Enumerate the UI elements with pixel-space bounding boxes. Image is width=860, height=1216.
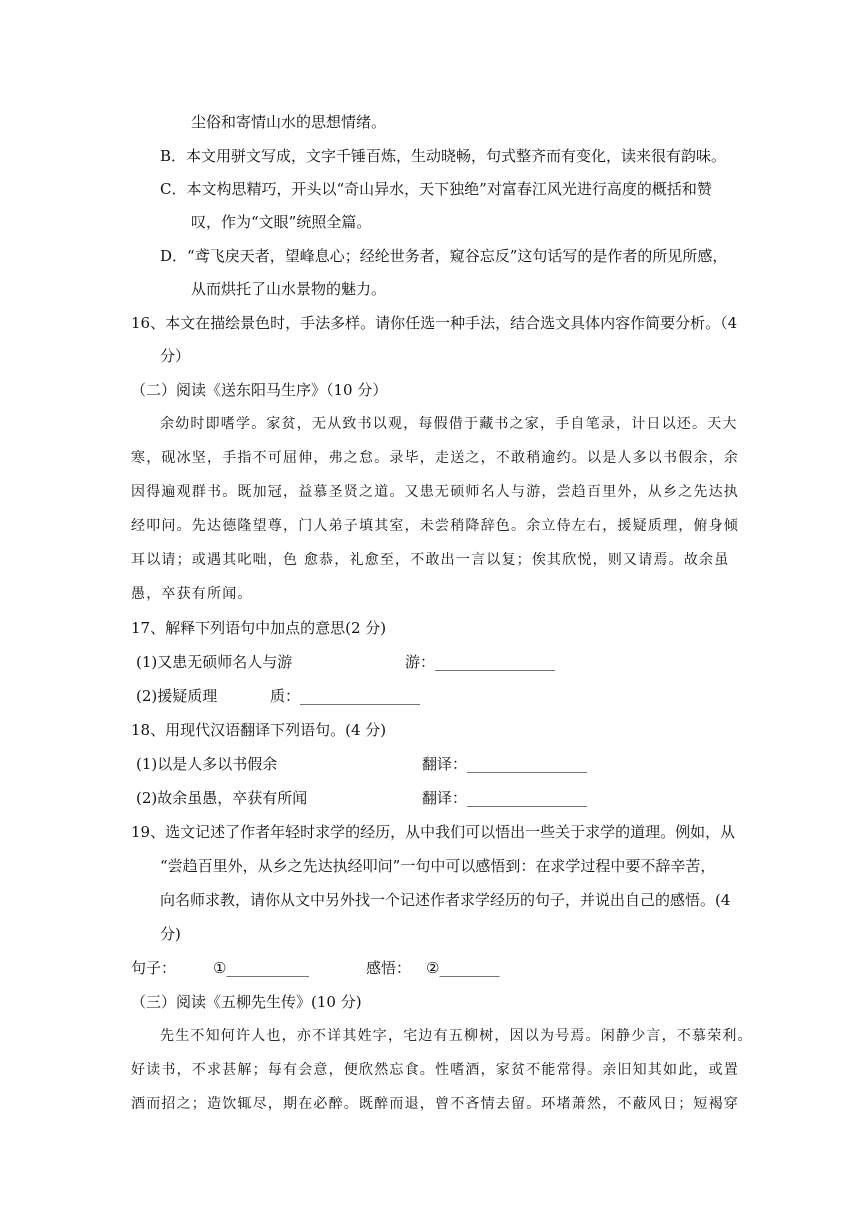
option-a-continuation: 尘俗和寄情山水的思想情绪。 <box>191 113 387 131</box>
question-18-item2: (2)故余虽愚，卒获有所闻 <box>136 789 308 807</box>
question-16-line1: 16、本文在描绘景色时，手法多样。请你任选一种手法，结合选文具体内容作简要分析。（4 <box>131 314 738 332</box>
passage-3-line: 先生不知何许人也，亦不详其姓字，宅边有五柳树，因以为号焉。闲静少言，不慕荣利。 <box>160 1028 753 1044</box>
passage-3-line: 酒而招之；造饮辄尽，期在必醉。既醉而退，曾不吝情去留。环堵萧然，不蔽风日；短褐穿 <box>131 1096 739 1112</box>
section-3-heading: （三）阅读《五柳先生传》(10 分) <box>131 993 362 1011</box>
passage-2-line: 余幼时即嗜学。家贫，无从致书以观，每假借于藏书之家，手自笔录，计日以还。天大 <box>160 416 738 432</box>
question-17-item2: (2)援疑质理 <box>136 687 218 705</box>
question-18-title: 18、用现代汉语翻译下列语句。(4 分) <box>131 721 387 739</box>
option-b: B．本文用骈文写成，文字千锤百炼，生动晓畅，句式整齐而有变化，读来很有韵味。 <box>160 147 727 165</box>
question-17-title: 17、解释下列语句中加点的意思(2 分) <box>131 619 387 637</box>
passage-2-line: 愚，卒获有所闻。 <box>131 586 253 602</box>
question-19-insight-blank[interactable]: ②________ <box>426 959 500 977</box>
option-d-line2: 从而烘托了山水景物的魅力。 <box>191 280 387 298</box>
passage-2-line: 经叩问。先达德隆望尊，门人弟子填其室，未尝稍降辞色。余立侍左右，援疑质理，俯身倾 <box>131 518 739 534</box>
question-19-line4: 分) <box>160 925 181 943</box>
question-19-line1: 19、选文记述了作者年轻时求学的经历，从中我们可以悟出一些关于求学的道理。例如，从 <box>131 823 736 841</box>
question-17-item2-answer[interactable]: 质：________________ <box>270 687 421 705</box>
question-16-line2: 分） <box>160 347 191 365</box>
question-18-item1-answer[interactable]: 翻译：________________ <box>422 755 588 773</box>
question-17-item1-answer[interactable]: 游：________________ <box>405 653 556 671</box>
question-18-item1: (1)以是人多以书假余 <box>136 755 278 773</box>
question-19-line3: 向名师求教，请你从文中另外找一个记述作者求学经历的句子，并说出自己的感悟。(4 <box>160 891 731 909</box>
passage-2-line: 寒，砚冰坚，手指不可屈伸，弗之怠。录毕，走送之，不敢稍逾约。以是人多以书假余，余 <box>131 450 739 466</box>
question-17-item1: (1)又患无硕师名人与游 <box>136 653 293 671</box>
question-19-sentence-blank[interactable]: ①___________ <box>213 959 309 977</box>
question-18-item2-answer[interactable]: 翻译：________________ <box>422 789 588 807</box>
section-2-heading: （二）阅读《送东阳马生序》（10 分） <box>131 381 388 399</box>
question-19-line2: “尝趋百里外，从乡之先达执经叩问”一句中可以感悟到：在求学过程中要不辞辛苦， <box>160 857 716 875</box>
option-c-line1: C．本文构思精巧，开头以“奇山异水，天下独绝”对富春江风光进行高度的概括和赞 <box>160 180 712 198</box>
passage-2-line: 耳以请；或遇其叱咄，色 愈恭，礼愈至，不敢出一言以复；俟其欣悦，则又请焉。故余虽 <box>131 552 730 568</box>
passage-2-line: 因得遍观群书。既加冠，益慕圣贤之道。又患无硕师名人与游，尝趋百里外，从乡之先达执 <box>131 484 739 500</box>
passage-3-line: 好读书，不求甚解；每有会意，便欣然忘食。性嗜酒，家贫不能常得。亲旧知其如此，或置 <box>131 1062 739 1078</box>
option-d-line1: D．“鸢飞戾天者，望峰息心；经纶世务者，窥谷忘反”这句话写的是作者的所见所感， <box>160 247 728 265</box>
question-19-insight-label: 感悟： <box>366 959 412 977</box>
question-19-sentence-label: 句子： <box>131 959 177 977</box>
option-c-line2: 叹，作为“文眼”统照全篇。 <box>191 213 372 231</box>
